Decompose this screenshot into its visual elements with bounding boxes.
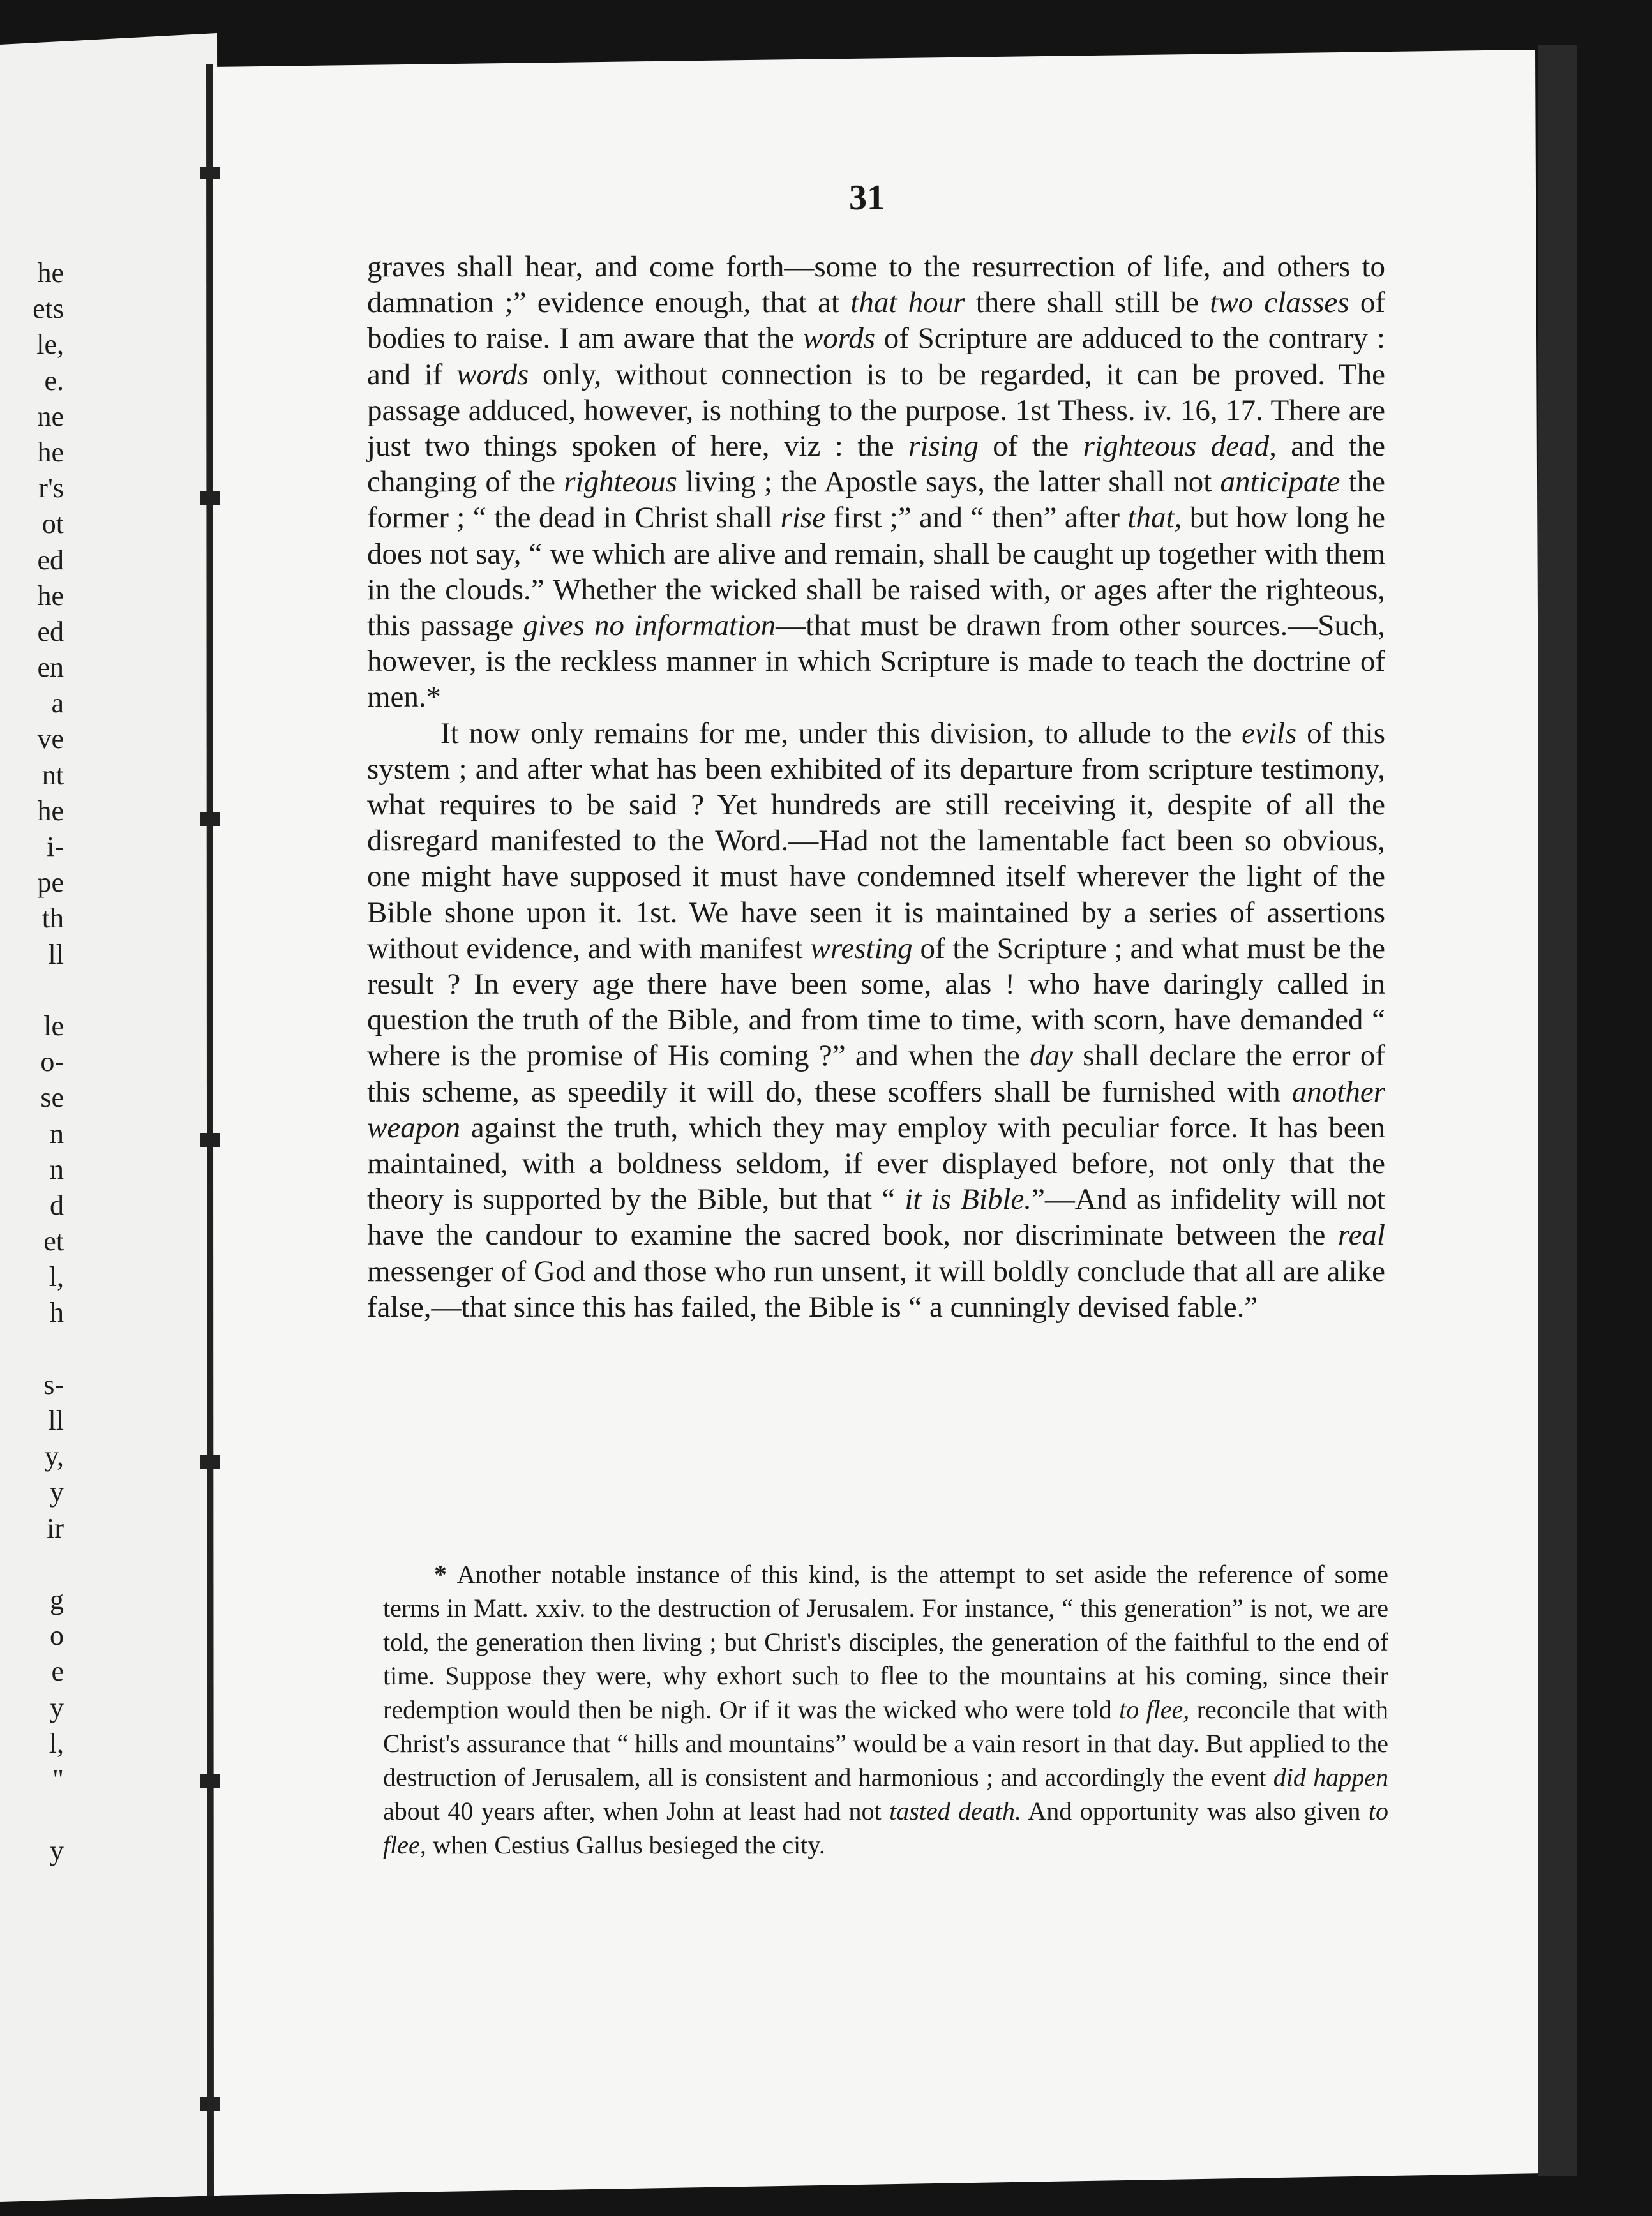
italic-span: that hour <box>850 286 965 320</box>
text-span: and the changing of the <box>367 430 1386 499</box>
page-edge-shadow <box>1538 45 1577 2176</box>
binding-thread <box>209 64 211 2196</box>
left-page-fragment: s- <box>43 1368 64 1400</box>
italic-span: that, <box>1127 501 1182 535</box>
left-page-fragment: l, <box>49 1261 64 1293</box>
text-span: of the Scripture ; and what must be the result ? In every age there have been some, alas ! who have daringly called in question the truth of the Bible, and from time to time, with scorn, have demanded “ where is the promise of His coming ?” and when the <box>367 931 1385 1073</box>
italic-span: wresting <box>810 931 913 965</box>
left-page-fragment: he <box>37 795 64 827</box>
left-page-fragment: ll <box>48 938 64 970</box>
left-page-fragment: y <box>50 1476 64 1508</box>
left-page-fragment: ets <box>33 293 64 325</box>
text-span: only, without connection is to be regarded, it can be proved. The passage adduced, however, is nothing to the purpose. 1st Thess. iv. 16, 17. There are just two things spoken of here, viz : the <box>367 357 1386 463</box>
text-span: ”—And as infidelity will not have the candour to examine the sacred book, nor discriminate between the <box>367 1183 1386 1252</box>
left-page-fragment: ve <box>37 723 64 755</box>
paragraph-2 <box>367 715 1385 1325</box>
text-span: reconcile that with Christ's assurance that “ hills and mountains” would be a vain resort in that day. But applied to the destruction of Jerusalem, all is consistent and harmonious ; and accordingly the event <box>383 1695 1388 1792</box>
left-page-fragment: se <box>40 1082 64 1114</box>
italic-span: gives no information <box>523 609 776 643</box>
text-span: the former ; “ the dead in Christ shall <box>367 465 1385 535</box>
left-page-fragment: ed <box>37 615 64 647</box>
left-page-fragment: y <box>50 1835 64 1867</box>
left-page-fragment: he <box>37 436 64 468</box>
left-page-fragment: y, <box>44 1441 64 1472</box>
text-span: It now only remains for me, under this division, to allude to the <box>440 716 1242 750</box>
left-page-fragment: e. <box>44 364 64 396</box>
left-page-fragment: pe <box>37 867 64 899</box>
left-page-fragment: " <box>52 1763 64 1795</box>
left-page-fragment: i- <box>47 831 64 862</box>
left-page-fragment: n <box>50 1153 64 1185</box>
italic-span: did happen <box>1273 1763 1388 1792</box>
left-page-fragment: g <box>50 1583 64 1615</box>
left-page-fragment <box>0 1797 64 1833</box>
italic-span: words <box>802 322 876 356</box>
left-page-fragment: l, <box>49 1727 64 1759</box>
text-span: * <box>434 1560 457 1589</box>
text-span: of the <box>978 430 1083 463</box>
left-page-fragment <box>0 973 64 1008</box>
left-page-fragment: a <box>51 687 64 719</box>
text-span: when Cestius Gallus besieged the city. <box>426 1830 825 1859</box>
left-page-fragment: ir <box>47 1512 64 1544</box>
text-span: of Scripture are adduced to the contrary : and if <box>367 322 1385 391</box>
italic-span: rise <box>780 501 826 535</box>
italic-span: day <box>1030 1039 1073 1073</box>
italic-span: words <box>456 357 529 391</box>
left-page-fragment: he <box>37 257 64 288</box>
italic-span: two classes <box>1210 286 1349 320</box>
left-page-fragment: le, <box>36 329 64 361</box>
left-page-fragment: le <box>43 1010 64 1042</box>
text-span: living ; the Apostle says, the latter shall not <box>677 465 1220 499</box>
text-span: of bodies to raise. I am aware that the <box>367 286 1385 356</box>
left-page-fragments <box>0 255 64 1869</box>
text-span: of this system ; and after what has been exhibited of its departure from scripture testimony, what requires to be said ? Yet hundreds are still receiving it, despite of all the disregard manifested to the Word.—Had not the lamentable fact been so obvious, one might have supposed it must have condemned itself wherever the light of the Bible shone upon it. 1st. We have seen it is maintained by a series of assertions without evidence, and with manifest <box>367 716 1385 965</box>
italic-span: evils <box>1242 716 1297 750</box>
italic-span: anticipate <box>1220 465 1340 499</box>
italic-span: rising <box>908 430 979 463</box>
italic-span: another weapon <box>367 1075 1385 1144</box>
text-span: graves shall hear, and come forth—some to the resurrection of life, and others to damnation ;” evidence enough, that at <box>367 250 1385 320</box>
text-span: shall declare the error of this scheme, as speedily it will do, these scoffers shall be furnished with <box>367 1039 1385 1109</box>
left-page-fragment: r's <box>38 472 64 504</box>
text-span: first ;” and “ then” after <box>825 501 1128 535</box>
italic-span: righteous dead, <box>1083 430 1277 463</box>
left-page-fragment: th <box>41 902 64 934</box>
left-page-fragment: ot <box>41 508 64 540</box>
text-span: messenger of God and those who run unsent, it will boldly conclude that all are alike false,—that since this has failed, the Bible is “ a cunningly devised fable.” <box>367 1254 1385 1324</box>
italic-span: real <box>1338 1218 1385 1252</box>
left-page-fragment: o- <box>40 1046 64 1078</box>
footnote <box>383 1557 1388 1862</box>
left-page-fragment: ne <box>37 400 64 432</box>
page-number: 31 <box>849 178 885 218</box>
text-span: about 40 years after, when John at least had not <box>383 1797 890 1825</box>
left-page-fragment: e <box>51 1656 64 1688</box>
text-span: Another notable instance of this kind, is the attempt to set aside the reference of some terms in Matt. xxiv. to the destruction of Jerusalem. For instance, “ this generation” is not, we are told, the generation then living ; but Christ's disciples, the generation of the faithful to the end of time. Suppose they were, why exhort such to flee to the mountains at his coming, since their redemption would then be nigh. Or if it was the wicked who were told <box>383 1560 1389 1724</box>
left-page-fragment: o <box>50 1620 64 1652</box>
left-page-fragment <box>0 1331 64 1367</box>
left-page-fragment: en <box>37 652 64 684</box>
italic-span: to flee, <box>1119 1695 1190 1724</box>
left-page-fragment: ed <box>37 544 64 576</box>
italic-span: to flee, <box>383 1797 1388 1859</box>
left-page-fragment: d <box>50 1189 64 1221</box>
left-page-fragment: y <box>50 1691 64 1723</box>
body-text <box>367 249 1385 1325</box>
left-page-fragment: ll <box>48 1405 64 1436</box>
text-span: there shall still be <box>965 286 1210 320</box>
italic-span: righteous <box>564 465 677 499</box>
italic-span: tasted death. <box>889 1797 1022 1825</box>
footnote-text <box>383 1557 1388 1862</box>
left-page-fragment: et <box>43 1225 64 1257</box>
text-span: And opportunity was also given <box>1021 1797 1369 1825</box>
left-page-fragment <box>0 1546 64 1582</box>
italic-span: it is Bible. <box>905 1183 1032 1217</box>
text-span: but how long he does not say, “ we which are alive and remain, shall be caught up together with them in the clouds.” Whether the wicked shall be raised with, or ages after the righteous, this passage <box>367 501 1385 643</box>
text-span: against the truth, which they may employ with peculiar force. It has been maintained, with a boldness seldom, if ever displayed before, not only that the theory is supported by the Bible, but that “ <box>367 1111 1385 1217</box>
left-page-fragment: nt <box>41 759 64 791</box>
text-span: —that must be drawn from other sources.—Such, however, is the reckless manner in which Scripture is made to teach the doctrine of men.* <box>367 609 1385 714</box>
left-page-fragment: h <box>50 1297 64 1329</box>
paragraph-1 <box>367 249 1385 715</box>
left-page-fragment: he <box>37 580 64 611</box>
left-page-fragment: n <box>50 1118 64 1149</box>
